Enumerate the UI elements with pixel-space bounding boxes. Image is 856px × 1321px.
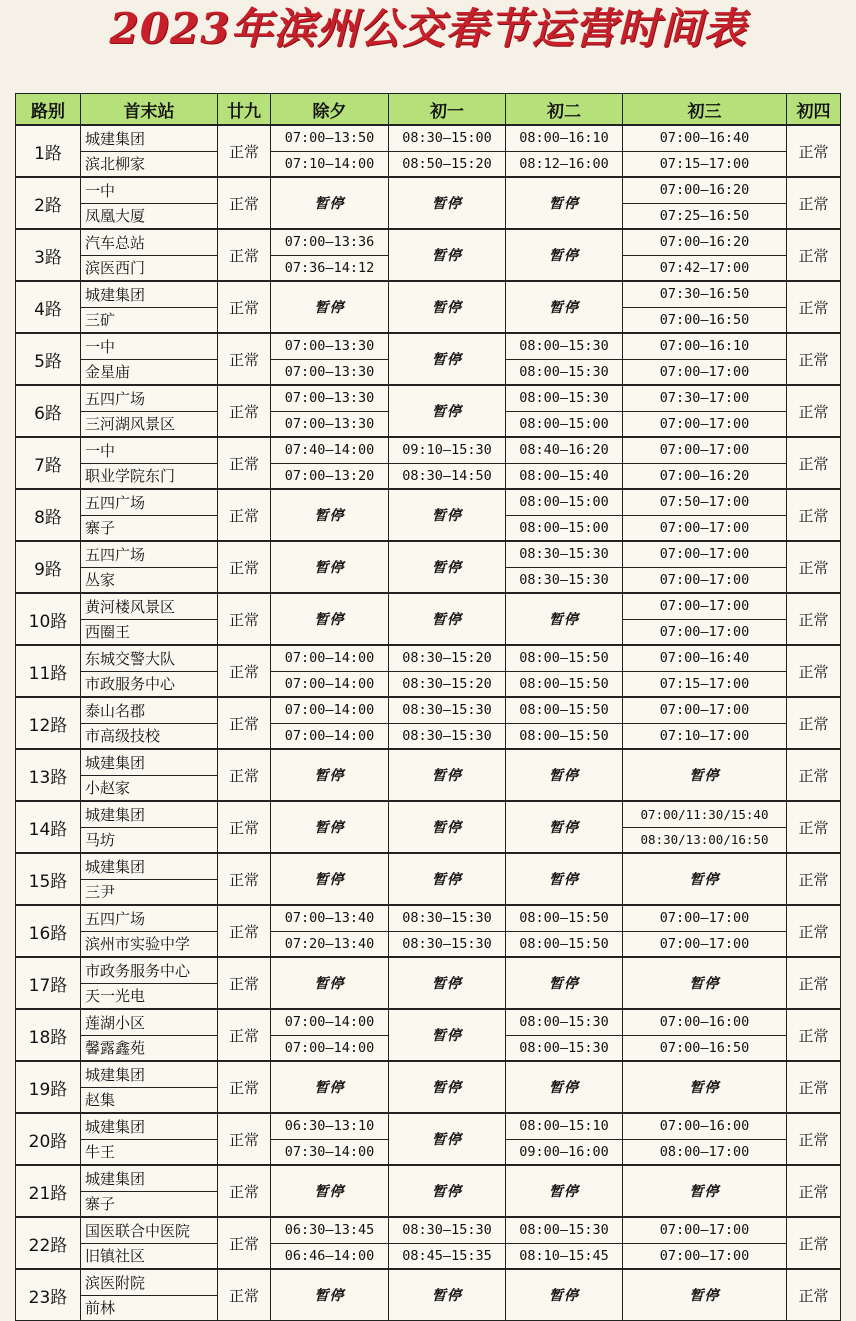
chu3-time-2: 07:00—16:50: [623, 1035, 787, 1061]
chuxi-time-1: 07:00—14:00: [271, 697, 389, 723]
chu3-time-1: 07:00—16:20: [623, 177, 787, 203]
chuxi-time-2: 07:00—13:30: [271, 411, 389, 437]
route-row: [16, 853, 841, 879]
chu2-time-1: 08:00—16:10: [506, 125, 623, 151]
route-number: 20路: [16, 1113, 81, 1165]
chu2-time-1: 08:40—16:20: [506, 437, 623, 463]
chuxi-suspended: 暂停: [271, 853, 389, 905]
chu3-time-1: 07:50—17:00: [623, 489, 787, 515]
route-row: [16, 749, 841, 775]
chuxi-time-2: 07:00—14:00: [271, 671, 389, 697]
end-stop: 牛王: [81, 1139, 218, 1165]
chu1-time-2: 08:45—15:35: [389, 1243, 506, 1269]
day29-status: 正常: [218, 801, 271, 853]
route-row: [16, 281, 841, 307]
chuxi-time-1: 07:40—14:00: [271, 437, 389, 463]
chu4-status: 正常: [787, 177, 841, 229]
route-number: 21路: [16, 1165, 81, 1217]
chu1-suspended: 暂停: [389, 229, 506, 281]
route-row-second: [16, 723, 841, 749]
route-row: [16, 645, 841, 671]
chu4-status: 正常: [787, 749, 841, 801]
chu2-time-1: 08:00—15:10: [506, 1113, 623, 1139]
chu2-suspended: 暂停: [506, 593, 623, 645]
chu4-status: 正常: [787, 489, 841, 541]
chuxi-time-2: 07:10—14:00: [271, 151, 389, 177]
chu4-status: 正常: [787, 125, 841, 177]
start-stop: 五四广场: [81, 489, 218, 515]
route-row-second: [16, 1243, 841, 1269]
route-row: [16, 1009, 841, 1035]
route-row: [16, 385, 841, 411]
chu4-status: 正常: [787, 281, 841, 333]
page-title: 2023年滨州公交春节运营时间表: [109, 4, 747, 53]
header-chu4: 初四: [787, 94, 841, 126]
chu1-time-1: 08:30—15:20: [389, 645, 506, 671]
chu1-suspended: 暂停: [389, 1165, 506, 1217]
route-row: [16, 177, 841, 203]
start-stop: 五四广场: [81, 541, 218, 567]
route-number: 13路: [16, 749, 81, 801]
chu4-status: 正常: [787, 1217, 841, 1269]
chu4-status: 正常: [787, 593, 841, 645]
start-stop: 城建集团: [81, 853, 218, 879]
chu1-suspended: 暂停: [389, 385, 506, 437]
chu1-suspended: 暂停: [389, 1269, 506, 1321]
chu2-time-1: 08:00—15:00: [506, 489, 623, 515]
chu2-time-2: 08:00—15:00: [506, 411, 623, 437]
chu4-status: 正常: [787, 853, 841, 905]
chu3-time-2: 07:00—17:00: [623, 359, 787, 385]
chu2-suspended: 暂停: [506, 1061, 623, 1113]
chu1-suspended: 暂停: [389, 1061, 506, 1113]
chu2-time-1: 08:30—15:30: [506, 541, 623, 567]
route-row: [16, 489, 841, 515]
chu4-status: 正常: [787, 1009, 841, 1061]
route-number: 16路: [16, 905, 81, 957]
chu2-suspended: 暂停: [506, 957, 623, 1009]
chu4-status: 正常: [787, 957, 841, 1009]
day29-status: 正常: [218, 385, 271, 437]
end-stop: 寨子: [81, 515, 218, 541]
chu2-time-1: 08:00—15:30: [506, 333, 623, 359]
chu1-suspended: 暂停: [389, 957, 506, 1009]
chu3-time-2: 07:00—16:20: [623, 463, 787, 489]
route-number: 4路: [16, 281, 81, 333]
chu3-time-1: 07:00—16:20: [623, 229, 787, 255]
day29-status: 正常: [218, 1061, 271, 1113]
route-number: 12路: [16, 697, 81, 749]
chu3-time-1: 07:00/11:30/15:40: [623, 801, 787, 827]
end-stop: 市高级技校: [81, 723, 218, 749]
chuxi-suspended: 暂停: [271, 957, 389, 1009]
chu3-time-2: 07:42—17:00: [623, 255, 787, 281]
chuxi-suspended: 暂停: [271, 593, 389, 645]
chu1-time-1: 09:10—15:30: [389, 437, 506, 463]
start-stop: 城建集团: [81, 801, 218, 827]
chuxi-time-2: 06:46—14:00: [271, 1243, 389, 1269]
chu3-suspended: 暂停: [623, 1061, 787, 1113]
chu1-suspended: 暂停: [389, 541, 506, 593]
chu3-time-2: 07:00—17:00: [623, 1243, 787, 1269]
chu1-time-1: 08:30—15:30: [389, 905, 506, 931]
chu1-suspended: 暂停: [389, 281, 506, 333]
route-row: [16, 125, 841, 151]
chu4-status: 正常: [787, 1113, 841, 1165]
chu4-status: 正常: [787, 1061, 841, 1113]
start-stop: 城建集团: [81, 749, 218, 775]
chuxi-time-2: 07:20—13:40: [271, 931, 389, 957]
chuxi-time-2: 07:30—14:00: [271, 1139, 389, 1165]
route-number: 2路: [16, 177, 81, 229]
end-stop: 寨子: [81, 1191, 218, 1217]
chu2-suspended: 暂停: [506, 853, 623, 905]
start-stop: 五四广场: [81, 905, 218, 931]
schedule-table: [15, 93, 841, 1321]
end-stop: 凤凰大厦: [81, 203, 218, 229]
route-number: 8路: [16, 489, 81, 541]
end-stop: 职业学院东门: [81, 463, 218, 489]
end-stop: 市政服务中心: [81, 671, 218, 697]
route-number: 7路: [16, 437, 81, 489]
chu4-status: 正常: [787, 333, 841, 385]
start-stop: 城建集团: [81, 1165, 218, 1191]
end-stop: 前林: [81, 1295, 218, 1321]
schedule-body: [16, 125, 841, 1321]
start-stop: 滨医附院: [81, 1269, 218, 1295]
chu3-time-1: 07:00—17:00: [623, 437, 787, 463]
route-row: [16, 905, 841, 931]
chu4-status: 正常: [787, 905, 841, 957]
day29-status: 正常: [218, 645, 271, 697]
chu1-suspended: 暂停: [389, 1009, 506, 1061]
route-row: [16, 697, 841, 723]
day29-status: 正常: [218, 697, 271, 749]
chu4-status: 正常: [787, 229, 841, 281]
header-stops: 首末站: [81, 94, 218, 126]
start-stop: 东城交警大队: [81, 645, 218, 671]
chu3-time-2: 07:15—17:00: [623, 151, 787, 177]
header-chuxi: 除夕: [271, 94, 389, 126]
day29-status: 正常: [218, 853, 271, 905]
chu1-suspended: 暂停: [389, 177, 506, 229]
chu4-status: 正常: [787, 385, 841, 437]
chuxi-time-1: 07:00—13:36: [271, 229, 389, 255]
chuxi-suspended: 暂停: [271, 541, 389, 593]
chu2-time-2: 08:00—15:30: [506, 1035, 623, 1061]
chu3-time-1: 07:00—16:40: [623, 645, 787, 671]
end-stop: 马坊: [81, 827, 218, 853]
route-row-second: [16, 671, 841, 697]
end-stop: 滨州市实验中学: [81, 931, 218, 957]
chu3-time-2: 07:00—17:00: [623, 567, 787, 593]
chu2-time-2: 08:00—15:30: [506, 359, 623, 385]
route-row: [16, 541, 841, 567]
route-row: [16, 1061, 841, 1087]
chuxi-suspended: 暂停: [271, 177, 389, 229]
chu2-time-1: 08:00—15:50: [506, 697, 623, 723]
chuxi-time-1: 07:00—13:30: [271, 333, 389, 359]
chu3-time-1: 07:00—17:00: [623, 905, 787, 931]
chuxi-time-1: 07:00—13:30: [271, 385, 389, 411]
end-stop: 三河湖风景区: [81, 411, 218, 437]
chu1-time-2: 08:30—15:20: [389, 671, 506, 697]
chu3-time-2: 07:15—17:00: [623, 671, 787, 697]
end-stop: 赵集: [81, 1087, 218, 1113]
route-number: 5路: [16, 333, 81, 385]
chu2-time-1: 08:00—15:50: [506, 905, 623, 931]
chu1-time-2: 08:30—15:30: [389, 723, 506, 749]
chu2-suspended: 暂停: [506, 801, 623, 853]
chu3-time-1: 07:30—17:00: [623, 385, 787, 411]
day29-status: 正常: [218, 1269, 271, 1321]
day29-status: 正常: [218, 905, 271, 957]
chu3-time-2: 07:00—17:00: [623, 931, 787, 957]
chu2-suspended: 暂停: [506, 229, 623, 281]
route-number: 22路: [16, 1217, 81, 1269]
route-number: 18路: [16, 1009, 81, 1061]
chu1-suspended: 暂停: [389, 333, 506, 385]
route-number: 9路: [16, 541, 81, 593]
chuxi-time-1: 07:00—14:00: [271, 1009, 389, 1035]
end-stop: 天一光电: [81, 983, 218, 1009]
chu4-status: 正常: [787, 437, 841, 489]
chu4-status: 正常: [787, 1269, 841, 1321]
chu2-time-2: 09:00—16:00: [506, 1139, 623, 1165]
day29-status: 正常: [218, 749, 271, 801]
chu3-time-2: 07:00—17:00: [623, 411, 787, 437]
chu2-time-2: 08:00—15:00: [506, 515, 623, 541]
route-number: 6路: [16, 385, 81, 437]
route-row: [16, 1113, 841, 1139]
day29-status: 正常: [218, 1165, 271, 1217]
chu4-status: 正常: [787, 697, 841, 749]
route-row: [16, 801, 841, 827]
chu3-time-1: 07:00—16:00: [623, 1113, 787, 1139]
chu1-suspended: 暂停: [389, 1113, 506, 1165]
chuxi-suspended: 暂停: [271, 801, 389, 853]
end-stop: 滨北柳家: [81, 151, 218, 177]
end-stop: 旧镇社区: [81, 1243, 218, 1269]
chu3-time-1: 07:00—17:00: [623, 697, 787, 723]
chu1-suspended: 暂停: [389, 853, 506, 905]
end-stop: 三尹: [81, 879, 218, 905]
chu3-suspended: 暂停: [623, 957, 787, 1009]
day29-status: 正常: [218, 229, 271, 281]
start-stop: 一中: [81, 333, 218, 359]
start-stop: 泰山名郡: [81, 697, 218, 723]
chu3-time-1: 07:00—17:00: [623, 541, 787, 567]
chuxi-suspended: 暂停: [271, 1165, 389, 1217]
chuxi-time-1: 07:00—13:40: [271, 905, 389, 931]
chu1-suspended: 暂停: [389, 593, 506, 645]
chuxi-time-2: 07:36—14:12: [271, 255, 389, 281]
route-row: [16, 593, 841, 619]
end-stop: 小赵家: [81, 775, 218, 801]
chuxi-time-1: 06:30—13:10: [271, 1113, 389, 1139]
chuxi-time-2: 07:00—14:00: [271, 1035, 389, 1061]
chuxi-suspended: 暂停: [271, 489, 389, 541]
end-stop: 西圈王: [81, 619, 218, 645]
route-number: 23路: [16, 1269, 81, 1321]
chuxi-suspended: 暂停: [271, 1061, 389, 1113]
route-number: 3路: [16, 229, 81, 281]
header-chu3: 初三: [623, 94, 787, 126]
day29-status: 正常: [218, 541, 271, 593]
chu2-time-2: 08:10—15:45: [506, 1243, 623, 1269]
header-row: [16, 94, 841, 126]
chu1-time-1: 08:30—15:00: [389, 125, 506, 151]
chu2-time-2: 08:00—15:50: [506, 931, 623, 957]
header-chu1: 初一: [389, 94, 506, 126]
route-row: [16, 1217, 841, 1243]
header-route: 路别: [16, 94, 81, 126]
end-stop: 三矿: [81, 307, 218, 333]
chu1-time-2: 08:50—15:20: [389, 151, 506, 177]
chu4-status: 正常: [787, 1165, 841, 1217]
end-stop: 滨医西门: [81, 255, 218, 281]
chuxi-time-1: 07:00—13:50: [271, 125, 389, 151]
day29-status: 正常: [218, 177, 271, 229]
chu1-time-2: 08:30—14:50: [389, 463, 506, 489]
chuxi-time-1: 07:00—14:00: [271, 645, 389, 671]
chu2-time-2: 08:00—15:40: [506, 463, 623, 489]
chuxi-time-2: 07:00—13:20: [271, 463, 389, 489]
day29-status: 正常: [218, 125, 271, 177]
chu3-time-1: 07:00—17:00: [623, 593, 787, 619]
chu2-time-1: 08:00—15:30: [506, 385, 623, 411]
chu2-time-2: 08:12—16:00: [506, 151, 623, 177]
chu4-status: 正常: [787, 801, 841, 853]
day29-status: 正常: [218, 593, 271, 645]
chuxi-suspended: 暂停: [271, 281, 389, 333]
chu3-time-2: 08:30/13:00/16:50: [623, 827, 787, 853]
chu3-time-1: 07:00—16:00: [623, 1009, 787, 1035]
chu4-status: 正常: [787, 541, 841, 593]
route-number: 10路: [16, 593, 81, 645]
chuxi-suspended: 暂停: [271, 749, 389, 801]
chu2-suspended: 暂停: [506, 177, 623, 229]
header-day29: 廿九: [218, 94, 271, 126]
route-row-second: [16, 463, 841, 489]
chu1-time-2: 08:30—15:30: [389, 931, 506, 957]
chu3-time-2: 07:10—17:00: [623, 723, 787, 749]
day29-status: 正常: [218, 281, 271, 333]
route-row: [16, 333, 841, 359]
day29-status: 正常: [218, 957, 271, 1009]
chu3-time-1: 07:30—16:50: [623, 281, 787, 307]
end-stop: 馨露鑫苑: [81, 1035, 218, 1061]
chu3-time-2: 07:00—17:00: [623, 515, 787, 541]
chuxi-suspended: 暂停: [271, 1269, 389, 1321]
chu3-time-2: 08:00—17:00: [623, 1139, 787, 1165]
start-stop: 汽车总站: [81, 229, 218, 255]
day29-status: 正常: [218, 489, 271, 541]
route-number: 1路: [16, 125, 81, 177]
route-row: [16, 229, 841, 255]
start-stop: 城建集团: [81, 125, 218, 151]
route-number: 19路: [16, 1061, 81, 1113]
route-row-second: [16, 931, 841, 957]
chu3-time-1: 07:00—16:10: [623, 333, 787, 359]
end-stop: 金星庙: [81, 359, 218, 385]
start-stop: 国医联合中医院: [81, 1217, 218, 1243]
chu2-suspended: 暂停: [506, 1165, 623, 1217]
route-row-second: [16, 151, 841, 177]
chu2-suspended: 暂停: [506, 1269, 623, 1321]
start-stop: 城建集团: [81, 1113, 218, 1139]
chu4-status: 正常: [787, 645, 841, 697]
chuxi-time-1: 06:30—13:45: [271, 1217, 389, 1243]
route-row: [16, 1165, 841, 1191]
day29-status: 正常: [218, 437, 271, 489]
chu3-suspended: 暂停: [623, 749, 787, 801]
start-stop: 一中: [81, 437, 218, 463]
chu3-suspended: 暂停: [623, 1165, 787, 1217]
chuxi-time-2: 07:00—13:30: [271, 359, 389, 385]
chu2-suspended: 暂停: [506, 749, 623, 801]
chu3-time-2: 07:00—17:00: [623, 619, 787, 645]
route-row: [16, 1269, 841, 1295]
route-row: [16, 437, 841, 463]
day29-status: 正常: [218, 1113, 271, 1165]
route-number: 17路: [16, 957, 81, 1009]
chu3-time-2: 07:00—16:50: [623, 307, 787, 333]
day29-status: 正常: [218, 1009, 271, 1061]
chu2-time-1: 08:00—15:30: [506, 1009, 623, 1035]
start-stop: 一中: [81, 177, 218, 203]
chu3-suspended: 暂停: [623, 1269, 787, 1321]
start-stop: 莲湖小区: [81, 1009, 218, 1035]
chu3-time-1: 07:00—16:40: [623, 125, 787, 151]
chu1-suspended: 暂停: [389, 801, 506, 853]
route-number: 14路: [16, 801, 81, 853]
chu2-time-2: 08:30—15:30: [506, 567, 623, 593]
start-stop: 城建集团: [81, 1061, 218, 1087]
chu1-time-1: 08:30—15:30: [389, 1217, 506, 1243]
chu1-time-1: 08:30—15:30: [389, 697, 506, 723]
route-row: [16, 957, 841, 983]
chu3-suspended: 暂停: [623, 853, 787, 905]
chu2-time-2: 08:00—15:50: [506, 671, 623, 697]
chu2-time-2: 08:00—15:50: [506, 723, 623, 749]
day29-status: 正常: [218, 333, 271, 385]
header-chu2: 初二: [506, 94, 623, 126]
chu2-suspended: 暂停: [506, 281, 623, 333]
start-stop: 市政务服务中心: [81, 957, 218, 983]
chu1-suspended: 暂停: [389, 489, 506, 541]
start-stop: 城建集团: [81, 281, 218, 307]
end-stop: 丛家: [81, 567, 218, 593]
day29-status: 正常: [218, 1217, 271, 1269]
chuxi-time-2: 07:00—14:00: [271, 723, 389, 749]
start-stop: 黄河楼风景区: [81, 593, 218, 619]
route-number: 15路: [16, 853, 81, 905]
chu3-time-2: 07:25—16:50: [623, 203, 787, 229]
chu1-suspended: 暂停: [389, 749, 506, 801]
chu3-time-1: 07:00—17:00: [623, 1217, 787, 1243]
chu2-time-1: 08:00—15:50: [506, 645, 623, 671]
start-stop: 五四广场: [81, 385, 218, 411]
chu2-time-1: 08:00—15:30: [506, 1217, 623, 1243]
route-number: 11路: [16, 645, 81, 697]
